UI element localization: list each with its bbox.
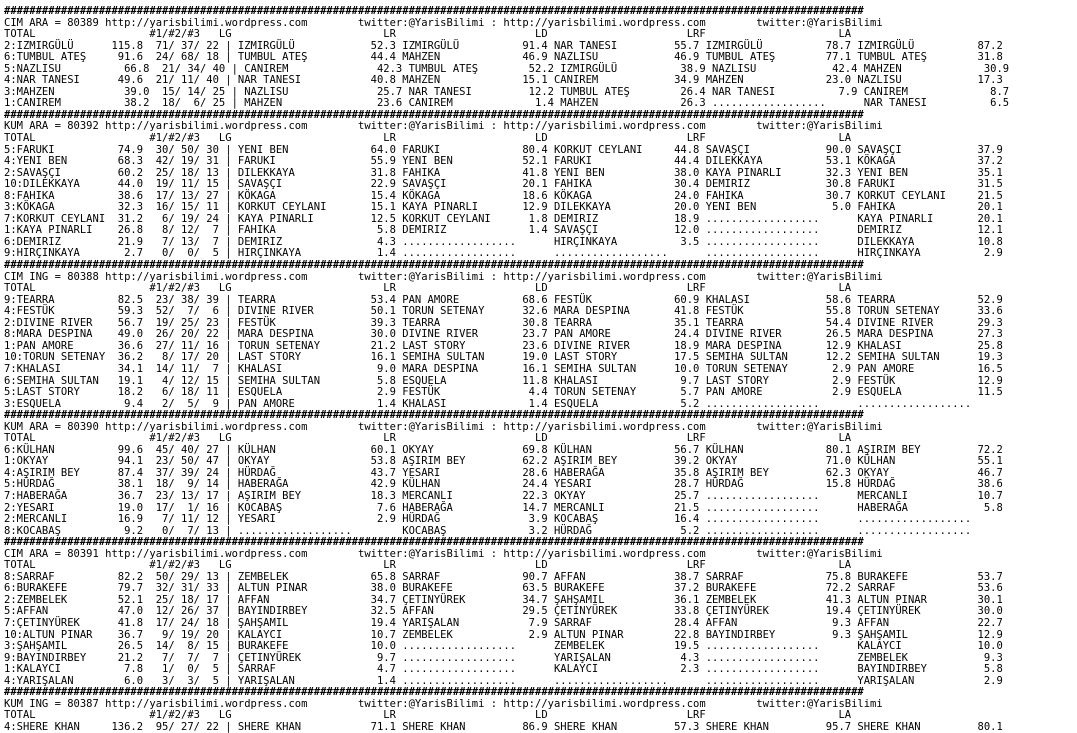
separator-rule-0: ######################################################################################################################################## — [4, 5, 864, 17]
table-row: 7:KHALASI 34.1 14/ 11/ 7 | KHALASI 9.0 MARA DESPINA 16.1 SEMIHA SULTAN 10.0 TORUN SETENAY 2.9 PAN AMORE 16.5 — [4, 362, 1003, 375]
report-text — [4, 6, 1077, 733]
block-header-2: CIM ING = 80388 http://yarisbilimi.wordpress.com twitter:@YarisBilimi : http://yarisbilimi.wordpress.com twitter:@YarisBilimi — [4, 270, 883, 283]
table-row: 3:MAHZEN 39.0 15/ 14/ 25 | NAZLISU 25.7 NAR TANESI 12.2 TUMBUL ATEŞ 26.4 NAR TANESI 7.9 CANIREM 8.7 — [4, 85, 1010, 98]
table-row: 4:YARIŞALAN 6.0 3/ 3/ 5 | YARIŞALAN 1.4 .................. .................. .................. YARIŞALAN 2.9 — [4, 674, 1003, 687]
block-header-4: CIM ARA = 80391 http://yarisbilimi.wordpress.com twitter:@YarisBilimi : http://yarisbilimi.wordpress.com twitter:@YarisBilimi — [4, 547, 883, 560]
table-row: 7:ÇETINYÜREK 41.8 17/ 24/ 18 | ŞAHŞAMIL 19.4 YARIŞALAN 7.9 SARRAF 28.4 AFFAN 9.3 AFFAN 22.7 — [4, 616, 1003, 629]
table-row: 9:TEARRA 82.5 23/ 38/ 39 | TEARRA 53.4 PAN AMORE 68.6 FESTÜK 60.9 KHALASI 58.6 TEARRA 52.9 — [4, 293, 1003, 306]
separator-rule-1: ######################################################################################################################################## — [4, 108, 864, 121]
table-row: 8:KOCABAŞ 9.2 0/ 7/ 13 | .................. KOCABAŞ 3.2 HÜRDAĞ 5.2 .................. .................. — [4, 524, 972, 537]
table-row: 3:KÖKAGA 32.3 16/ 15/ 11 | KORKUT CEYLANI 15.1 KAYA PINARLI 12.9 DILEKKAYA 20.0 YENI BEN 5.0 FAHIKA 20.1 — [4, 201, 1003, 214]
table-row: 4:FESTÜK 59.3 52/ 7/ 6 | DIVINE RIVER 50.1 TORUN SETENAY 32.6 MARA DESPINA 41.8 FESTÜK 55.8 TORUN SETENAY 33.6 — [4, 305, 1003, 318]
table-row: 2:ZEMBELEK 52.1 25/ 18/ 17 | AFFAN 34.7 ÇETINYÜREK 34.7 ŞAHŞAMIL 36.1 ZEMBELEK 41.3 ALTUN PINAR 30.1 — [4, 593, 1003, 606]
table-row: 3:ŞAHŞAMIL 26.5 14/ 8/ 15 | BURAKEFE 10.0 .................. ZEMBELEK 19.5 .................. KALAYCI 10.0 — [4, 640, 1003, 653]
table-row: 10:TORUN SETENAY 36.2 8/ 17/ 20 | LAST STORY 16.1 SEMIHA SULTAN 19.0 LAST STORY 17.5 SEMIHA SULTAN 12.2 SEMIHA SULTAN 19.3 — [4, 351, 1003, 364]
block-header-3: KUM ARA = 80390 http://yarisbilimi.wordpress.com twitter:@YarisBilimi : http://yarisbilimi.wordpress.com twitter:@YarisBilimi — [4, 420, 883, 433]
table-row: 1:CANIREM 38.2 18/ 6/ 25 | MAHZEN 23.6 CANIREM 1.4 MAHZEN 26.3 .................. NAR TANESI 6.5 — [4, 97, 1010, 110]
table-row: 1:KALAYCI 7.8 1/ 0/ 5 | SARRAF 4.7 .................. KALAYCI 2.3 .................. BAYINDIRBEY 5.8 — [4, 663, 1003, 676]
table-row: 2:DIVINE RIVER 56.7 19/ 25/ 23 | FESTÜK 39.3 TEARRA 30.8 TEARRA 35.1 TEARRA 54.4 DIVINE RIVER 29.3 — [4, 316, 1003, 329]
table-row: 6:BURAKEFE 79.7 32/ 31/ 33 | ALTUN PINAR 38.0 BURAKEFE 63.5 BURAKEFE 37.2 BURAKEFE 72.2 SARRAF 53.6 — [4, 582, 1003, 595]
table-row: 4:NAR TANESI 49.6 21/ 11/ 40 | NAR TANESI 40.8 MAHZEN 15.1 CANIREM 34.9 MAHZEN 23.0 NAZLISU 17.3 — [4, 74, 1003, 87]
table-row: 1:PAN AMORE 36.6 27/ 11/ 16 | TORUN SETENAY 21.2 LAST STORY 23.6 DIVINE RIVER 18.9 MARA DESPINA 12.9 KHALASI 25.8 — [4, 339, 1003, 352]
block-columns-4: TOTAL #1/#2/#3 LG LR LD LRF LA — [4, 559, 852, 572]
table-row: 5:AFFAN 47.0 12/ 26/ 37 | BAYINDIRBEY 32.5 AFFAN 29.5 ÇETINYÜREK 33.8 ÇETINYÜREK 19.4 ÇETINYÜREK 30.0 — [4, 605, 1003, 618]
table-row: 10:DILEKKAYA 44.0 19/ 11/ 15 | SAVAŞÇI 22.9 SAVAŞÇI 20.1 FAHIKA 30.4 DEMIRIZ 30.8 FARUKI 31.5 — [4, 178, 1003, 191]
table-row: 8:MARA DESPINA 49.0 26/ 20/ 22 | MARA DESPINA 30.0 DIVINE RIVER 23.7 PAN AMORE 24.4 DIVINE RIVER 26.5 MARA DESPINA 27.3 — [4, 328, 1003, 341]
table-row: 6:SEMIHA SULTAN 19.1 4/ 12/ 15 | SEMIHA SULTAN 5.8 ESQUELA 11.8 KHALASI 9.7 LAST STORY 2.9 FESTÜK 12.9 — [4, 374, 1003, 387]
table-row: 6:DEMIRIZ 21.9 7/ 13/ 7 | DEMIRIZ 4.3 .................. HIRÇINKAYA 3.5 .................. DILEKKAYA 10.8 — [4, 235, 1003, 248]
block-columns-0: TOTAL #1/#2/#3 LG LR LD LRF LA — [4, 28, 852, 41]
table-row: 2:IZMIRGÜLÜ 115.8 71/ 37/ 22 | IZMIRGÜLÜ 52.3 IZMIRGÜLÜ 91.4 NAR TANESI 55.7 IZMIRGÜLÜ 78.7 IZMIRGÜLÜ 87.2 — [4, 39, 1003, 52]
table-row: 2:MERCANLI 16.9 7/ 11/ 12 | YESARI 2.9 HÜRDAĞ 3.9 KOCABAŞ 16.4 .................. .................. — [4, 513, 972, 526]
table-row: 1:KAYA PINARLI 26.8 8/ 12/ 7 | FAHIKA 5.8 DEMIRIZ 1.4 SAVAŞÇI 12.0 .................. DEMIRIZ 12.1 — [4, 224, 1003, 237]
table-row: 2:YESARI 19.0 17/ 1/ 16 | KOCABAŞ 7.6 HABERAĞA 14.7 MERCANLI 21.5 .................. HABERAĞA 5.8 — [4, 501, 1003, 514]
table-row: 5:HÜRDAĞ 38.1 18/ 9/ 14 | HABERAĞA 42.9 KÜLHAN 24.4 YESARI 28.7 HÜRDAĞ 15.8 HÜRDAĞ 38.6 — [4, 478, 1003, 491]
table-row: 1:OKYAY 94.1 23/ 50/ 47 | OKYAY 53.8 AŞIRIM BEY 62.2 AŞIRIM BEY 39.2 OKYAY 71.0 KÜLHAN 55.1 — [4, 455, 1003, 468]
table-row: 8:SARRAF 82.2 50/ 29/ 13 | ZEMBELEK 65.8 SARRAF 90.7 AFFAN 38.7 SARRAF 75.8 BURAKEFE 53.7 — [4, 570, 1003, 583]
table-row: 5:FARUKI 74.9 30/ 50/ 30 | YENI BEN 64.0 FARUKI 80.4 KORKUT CEYLANI 44.8 SAVAŞÇI 90.0 SAVAŞÇI 37.9 — [4, 143, 1003, 156]
table-row: 10:ALTUN PINAR 36.7 9/ 19/ 20 | KALAYCI 10.7 ZEMBELEK 2.9 ALTUN PINAR 22.8 BAYINDIRBEY 9.3 ŞAHŞAMIL 12.9 — [4, 628, 1003, 641]
table-row: 4:SHERE KHAN 136.2 95/ 27/ 22 | SHERE KHAN 71.1 SHERE KHAN 86.9 SHERE KHAN 57.3 SHERE KHAN 95.7 SHERE KHAN 80.1 — [4, 720, 1003, 733]
block-header-5: KUM ING = 80387 http://yarisbilimi.wordpress.com twitter:@YarisBilimi : http://yarisbilimi.wordpress.com twitter:@YarisBilimi — [4, 697, 883, 710]
separator-rule-5: ######################################################################################################################################## — [4, 686, 864, 699]
table-row: 9:HIRÇINKAYA 2.7 0/ 0/ 5 | HIRÇINKAYA 1.4 .................. .................. .................. HIRÇINKAYA 2.9 — [4, 247, 1003, 260]
table-row: 4:YENI BEN 68.3 42/ 19/ 31 | FARUKI 55.9 YENI BEN 52.1 FARUKI 44.4 DILEKKAYA 53.1 KÖKAGA 37.2 — [4, 155, 1003, 168]
table-row: 5:LAST STORY 18.2 6/ 18/ 11 | ESQUELA 2.9 FESTÜK 4.4 TORUN SETENAY 5.7 PAN AMORE 2.9 ESQUELA 11.5 — [4, 386, 1003, 399]
block-columns-5: TOTAL #1/#2/#3 LG LR LD LRF LA — [4, 709, 852, 722]
block-columns-3: TOTAL #1/#2/#3 LG LR LD LRF LA — [4, 432, 852, 445]
table-row: 5:NAZLISU 66.8 21/ 34/ 40 | CANIREM 42.3 TUMBUL ATEŞ 52.2 IZMIRGÜLÜ 38.9 NAZLISU 42.4 MAHZEN 30.9 — [4, 62, 1010, 75]
table-row: 7:HABERAĞA 36.7 23/ 13/ 17 | AŞIRIM BEY 18.3 MERCANLI 22.3 OKYAY 25.7 .................. MERCANLI 10.7 — [4, 489, 1003, 502]
block-header-1: KUM ARA = 80392 http://yarisbilimi.wordpress.com twitter:@YarisBilimi : http://yarisbilimi.wordpress.com twitter:@YarisBilimi — [4, 120, 883, 133]
separator-rule-4: ######################################################################################################################################## — [4, 536, 864, 549]
table-row: 7:KORKUT CEYLANI 31.2 6/ 19/ 24 | KAYA PINARLI 12.5 KORKUT CEYLANI 1.8 DEMIRIZ 18.9 .................. KAYA PINARLI 20.1 — [4, 212, 1003, 225]
table-row: 4:AŞIRIM BEY 87.4 37/ 39/ 24 | HÜRDAĞ 43.7 YESARI 28.6 HABERAĞA 35.8 AŞIRIM BEY 62.3 OKYAY 46.7 — [4, 466, 1003, 479]
table-row: 6:TUMBUL ATEŞ 91.6 24/ 68/ 18 | TUMBUL ATEŞ 44.4 MAHZEN 46.9 NAZLISU 46.9 TUMBUL ATEŞ 77.1 TUMBUL ATEŞ 31.8 — [4, 51, 1003, 64]
table-row: 2:SAVAŞÇI 60.2 25/ 18/ 13 | DILEKKAYA 31.8 FAHIKA 41.8 YENI BEN 38.0 KAYA PINARLI 32.3 YENI BEN 35.1 — [4, 166, 1003, 179]
separator-rule-2: ######################################################################################################################################## — [4, 259, 864, 272]
block-columns-2: TOTAL #1/#2/#3 LG LR LD LRF LA — [4, 282, 852, 295]
table-row: 9:BAYINDIRBEY 21.2 7/ 7/ 7 | ÇETINYÜREK 9.7 .................. YARIŞALAN 4.3 .................. ZEMBELEK 9.3 — [4, 651, 1003, 664]
table-row: 3:ESQUELA 9.4 2/ 5/ 9 | PAN AMORE 1.4 KHALASI 1.4 ESQUELA 5.2 .................. .................. — [4, 397, 972, 410]
block-columns-1: TOTAL #1/#2/#3 LG LR LD LRF LA — [4, 132, 852, 145]
table-row: 6:KÜLHAN 99.6 45/ 40/ 27 | KÜLHAN 60.1 OKYAY 69.8 KÜLHAN 56.7 KÜLHAN 80.1 AŞIRIM BEY 72.2 — [4, 443, 1003, 456]
table-row: 8:FAHIKA 38.6 17/ 13/ 27 | KÖKAGA 15.4 KÖKAGA 18.6 KÖKAGA 24.0 FAHIKA 30.7 KORKUT CEYLANI 21.5 — [4, 189, 1003, 202]
block-header-0: CIM ARA = 80389 http://yarisbilimi.wordpress.com twitter:@YarisBilimi : http://yarisbilimi.wordpress.com twitter:@YarisBilimi — [4, 16, 883, 29]
separator-rule-3: ######################################################################################################################################## — [4, 409, 864, 422]
